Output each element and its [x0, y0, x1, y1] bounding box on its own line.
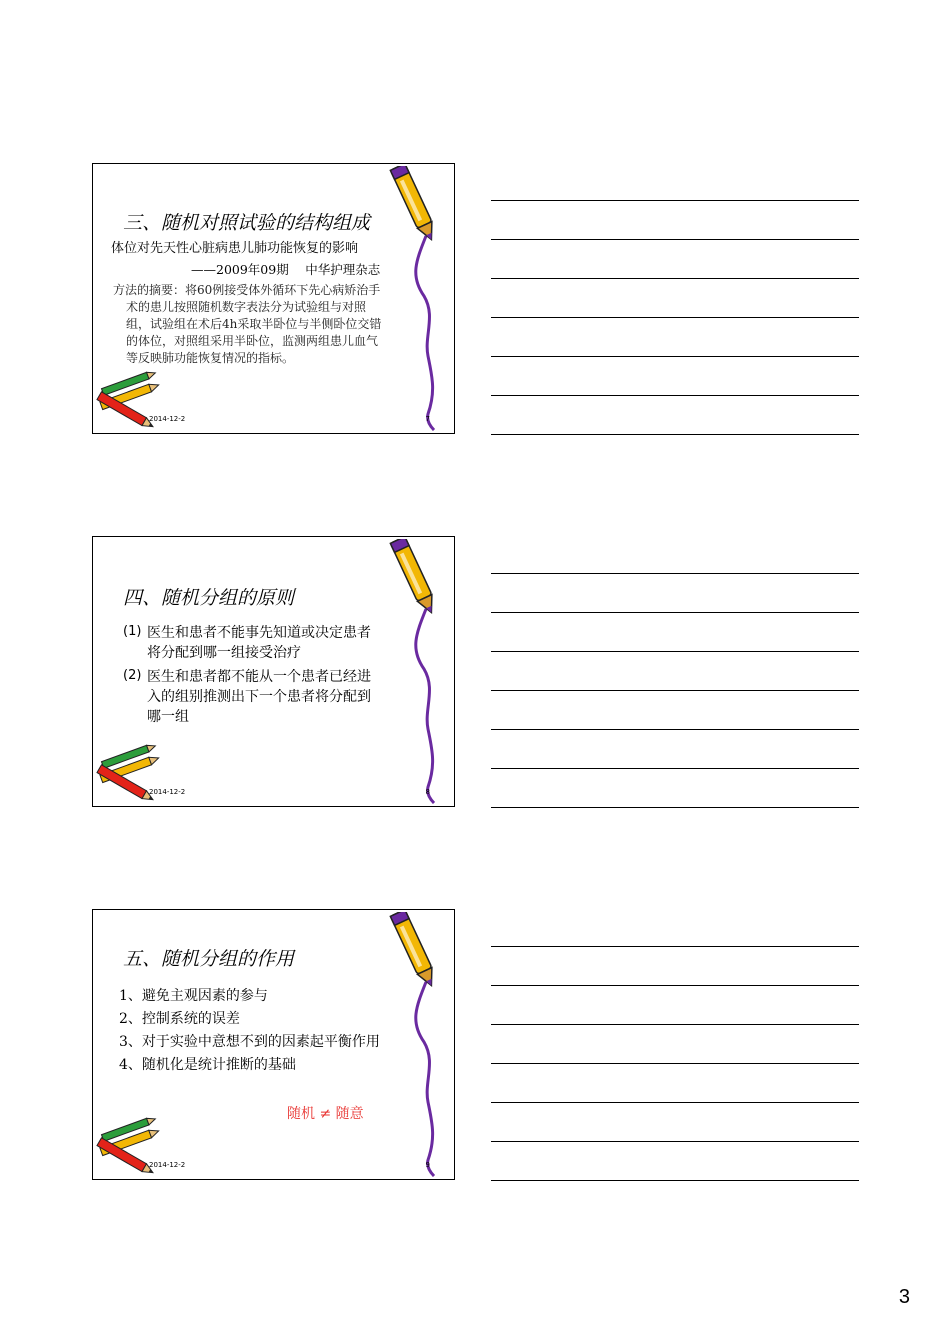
- note-line: [491, 985, 859, 986]
- note-line: [491, 278, 859, 279]
- list-item: 4、随机化是统计推断的基础: [119, 1057, 296, 1073]
- abstract-line: 术的患儿按照随机数字表法分为试验组与对照: [126, 300, 367, 314]
- abstract-line: 等反映肺功能恢复情况的指标。: [126, 351, 295, 365]
- slide-title: 五、随机分组的作用: [123, 948, 295, 970]
- slide-9: [92, 909, 455, 1180]
- note-line: [491, 946, 859, 947]
- slide-8: [92, 536, 455, 807]
- abstract-line: 组，试验组在术后4h采取半卧位与半侧卧位交错: [126, 317, 382, 331]
- abstract-text: [113, 282, 381, 367]
- highlight-text: 随机 ≠ 随意: [287, 1106, 364, 1122]
- note-line: [491, 651, 859, 652]
- note-line: [491, 200, 859, 201]
- note-line: [491, 356, 859, 357]
- list-item: 1、避免主观因素的参与: [119, 988, 268, 1004]
- list-item: 3、对于实验中意想不到的因素起平衡作用: [119, 1034, 380, 1050]
- item-line: 入的组别推测出下一个患者将分配到: [147, 689, 371, 705]
- item-line: 医生和患者都不能从一个患者已经进: [147, 669, 371, 685]
- note-line: [491, 1063, 859, 1064]
- pen-icon: [388, 912, 448, 1177]
- slide-date: 2014-12-2: [149, 1161, 186, 1169]
- note-line: [491, 1102, 859, 1103]
- item-line: 哪一组: [147, 709, 189, 725]
- item-marker: (2): [123, 668, 142, 683]
- note-line: [491, 768, 859, 769]
- slide-date: 2014-12-2: [149, 415, 186, 423]
- slide-number: 7: [425, 415, 430, 423]
- pen-icon: [388, 539, 448, 804]
- note-line: [491, 317, 859, 318]
- note-line: [491, 434, 859, 435]
- note-line: [491, 612, 859, 613]
- note-line: [491, 1024, 859, 1025]
- item-line: 医生和患者不能事先知道或决定患者: [147, 625, 371, 641]
- note-line: [491, 729, 859, 730]
- slide-7: [92, 163, 455, 434]
- slide-date: 2014-12-2: [149, 788, 186, 796]
- note-line: [491, 1141, 859, 1142]
- slide-subtitle: 体位对先天性心脏病患儿肺功能恢复的影响: [111, 241, 359, 256]
- note-line: [491, 690, 859, 691]
- note-line: [491, 395, 859, 396]
- list-item: 2、控制系统的误差: [119, 1011, 240, 1027]
- slide-title: 三、随机对照试验的结构组成: [123, 212, 371, 234]
- page-number: 3: [898, 1286, 910, 1308]
- note-line: [491, 1180, 859, 1181]
- pen-icon: [388, 166, 448, 431]
- note-line: [491, 807, 859, 808]
- note-line: [491, 239, 859, 240]
- slide-title: 四、随机分组的原则: [123, 587, 295, 609]
- item-marker: (1): [123, 624, 142, 639]
- abstract-line: 方法的摘要：将60例接受体外循环下先心病矫治手: [113, 283, 381, 297]
- note-line: [491, 573, 859, 574]
- item-line: 将分配到哪一组接受治疗: [147, 645, 301, 661]
- slide-number: 8: [425, 788, 430, 796]
- slide-source: ——2009年09期 中华护理杂志: [191, 262, 381, 277]
- slide-number: 9: [425, 1161, 430, 1169]
- abstract-line: 的体位，对照组采用半卧位，监测两组患儿血气: [126, 334, 379, 348]
